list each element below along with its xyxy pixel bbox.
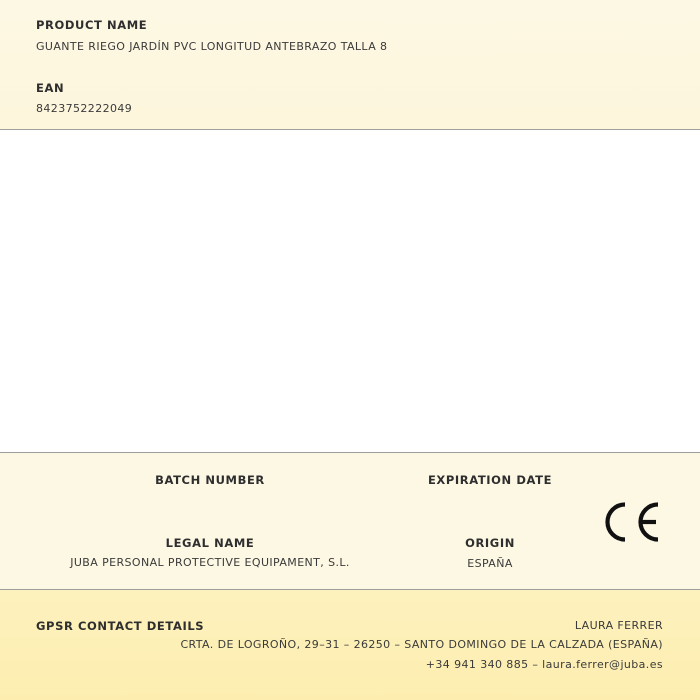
- gpsr-footer: [0, 590, 700, 700]
- gpsr-contact-label: GPSR CONTACT DETAILS: [36, 619, 205, 633]
- legal-name-value: JUBA PERSONAL PROTECTIVE EQUIPAMENT, S.L.: [70, 556, 350, 569]
- batch-number-label: BATCH NUMBER: [155, 473, 265, 487]
- product-header: [0, 0, 700, 130]
- expiration-date-label: EXPIRATION DATE: [427, 473, 553, 487]
- ean-label: EAN: [36, 81, 65, 95]
- blank-area: [0, 130, 700, 452]
- legal-name-label: LEGAL NAME: [165, 536, 255, 550]
- origin-value: ESPAÑA: [467, 557, 513, 570]
- contact-phone-email: +34 941 340 885 – laura.ferrer@juba.es: [425, 658, 663, 671]
- ean-value: 8423752222049: [36, 102, 133, 115]
- contact-name: LAURA FERRER: [574, 619, 663, 632]
- product-name-label: PRODUCT NAME: [36, 18, 148, 32]
- origin-label: ORIGIN: [465, 536, 515, 550]
- product-name-value: GUANTE RIEGO JARDÍN PVC LONGITUD ANTEBRAZO TALLA 8: [36, 40, 388, 53]
- ce-mark-icon: [598, 500, 662, 544]
- product-info-section: [0, 452, 700, 590]
- contact-address: CRTA. DE LOGROÑO, 29–31 – 26250 – SANTO DOMINGO DE LA CALZADA (ESPAÑA): [180, 638, 663, 651]
